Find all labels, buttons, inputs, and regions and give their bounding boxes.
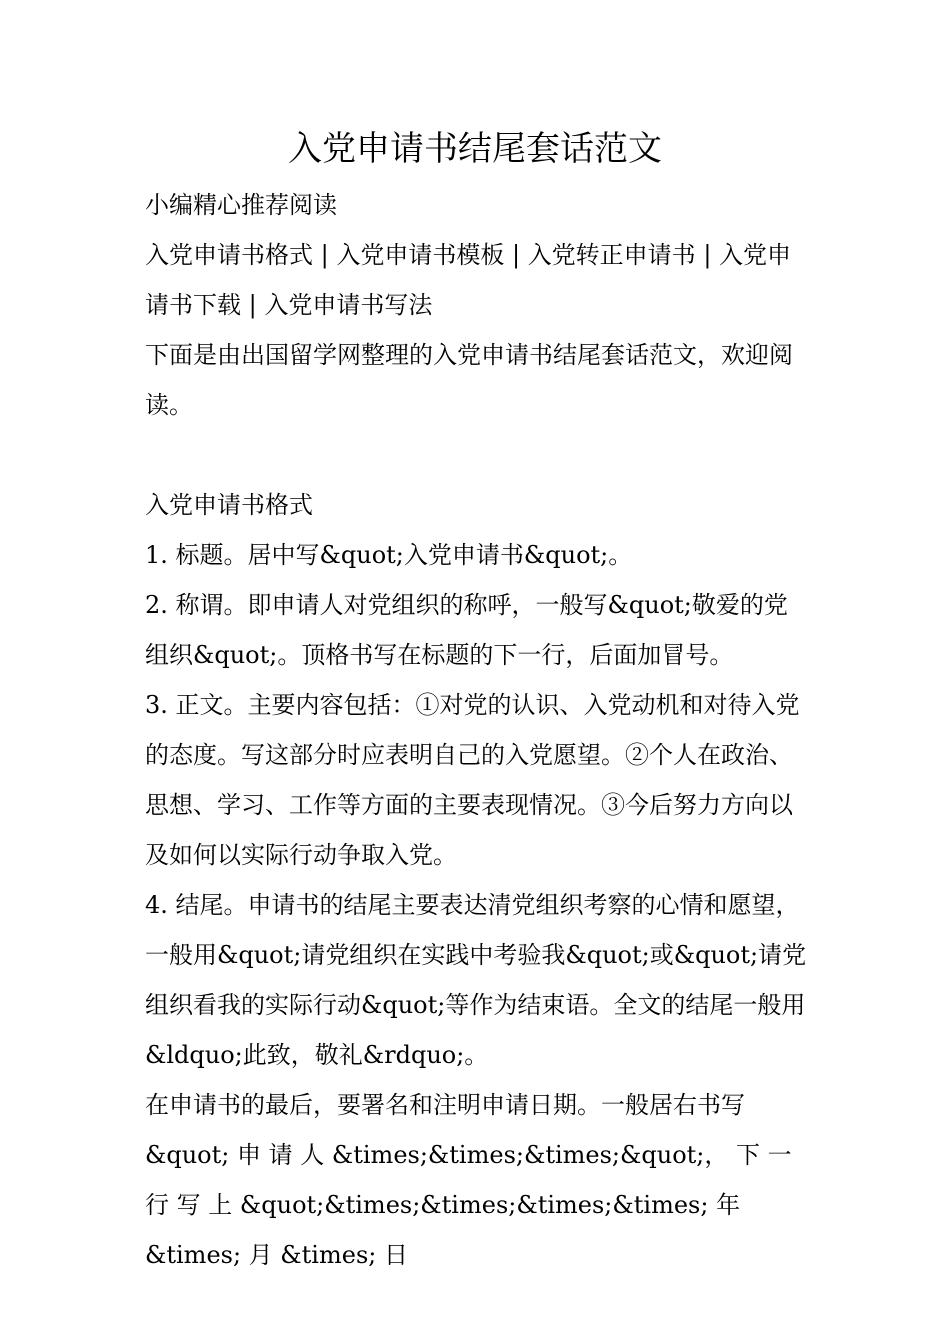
list-item-body: 3. 正文。主要内容包括：①对党的认识、入党动机和对待入党的态度。写这部分时应表明自己的入党愿望。②个人在政治、思想、学习、工作等方面的主要表现情况。③今后努力方向以及如何以实际行动争取入党。 (145, 691, 800, 869)
recommend-label: 小编精心推荐阅读 (145, 191, 337, 219)
list-item-ending: 4. 结尾。申请书的结尾主要表达清党组织考察的心情和愿望，一般用&quot;请党组织在实践中考验我&quot;或&quot;请党组织看我的实际行动&quot;等作为结束语。全文的结尾一般用&ldquo;此致，敬礼&rdquo;。 (145, 891, 807, 1069)
list-item-salutation: 2. 称谓。即申请人对党组织的称呼，一般写&quot;敬爱的党组织&quot;。顶格书写在标题的下一行，后面加冒号。 (145, 591, 788, 669)
closing-paragraph: 在申请书的最后，要署名和注明申请日期。一般居右书写 &quot; 申 请 人 &times;&times;&times;&quot;， 下 一 行 写 上 &quot;&times;&times;&times;&times; 年 &times; 月 &times; 日 (145, 1091, 792, 1269)
list-item-title: 1. 标题。居中写&quot;入党申请书&quot;。 (145, 541, 633, 569)
section-heading: 入党申请书格式 (145, 491, 313, 519)
document-page (145, 118, 810, 1280)
blank-line (145, 430, 810, 480)
document-title: 入党申请书结尾套话范文 (288, 129, 662, 169)
recommend-links: 入党申请书格式 | 入党申请书模板 | 入党转正申请书 | 入党申请书下载 | 入党申请书写法 (145, 241, 792, 319)
intro-paragraph: 下面是由出国留学网整理的入党申请书结尾套话范文，欢迎阅读。 (145, 341, 793, 419)
